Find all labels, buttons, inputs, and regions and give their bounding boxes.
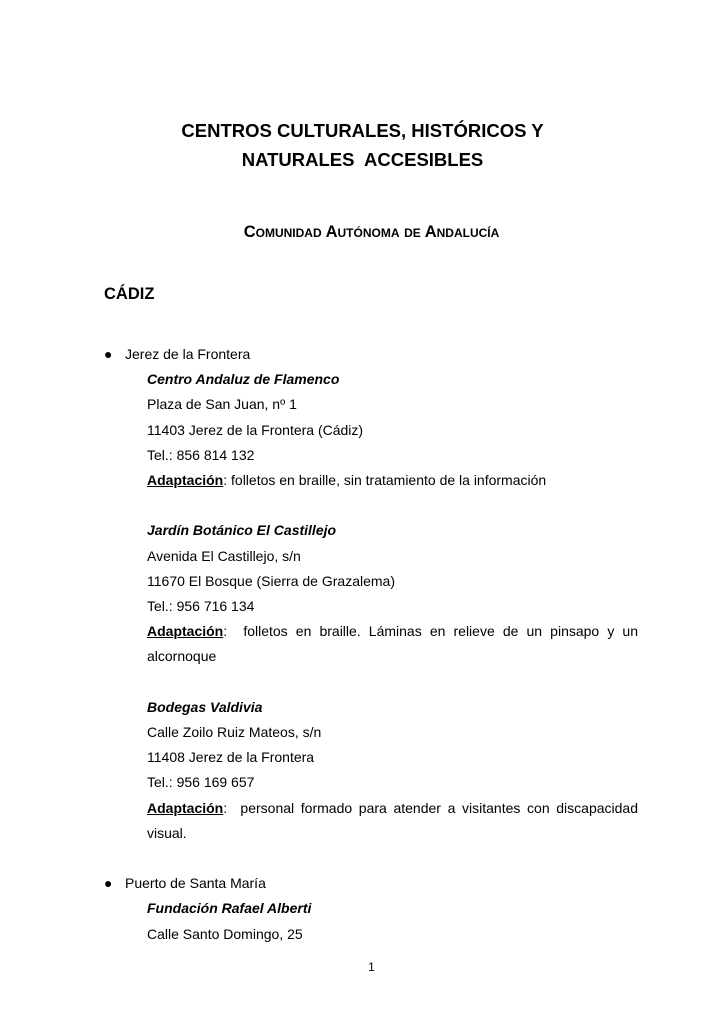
title-line-2: NATURALES ACCESIBLES	[241, 149, 484, 170]
adaptation-text: : folletos en braille, sin tratamiento de la información	[223, 472, 547, 489]
adaptation-text: : folletos en braille. Láminas en relieve de un pinsapo y un alcornoque	[147, 623, 642, 665]
region-subtitle-text: Comunidad Autónoma de Andalucía	[243, 223, 500, 241]
adaptation-label: Adaptación	[147, 623, 224, 640]
listing	[104, 342, 642, 947]
venue-adaptation	[147, 796, 642, 846]
bullet-icon: ●	[104, 875, 113, 892]
venue-name: Bodegas Valdivia	[147, 698, 263, 715]
venue-entry	[104, 695, 642, 846]
adaptation-label: Adaptación	[147, 472, 224, 489]
venue-entry	[104, 896, 638, 946]
venue-postal: 11403 Jerez de la Frontera (Cádiz)	[147, 421, 364, 438]
title-line-1: CENTROS CULTURALES, HISTÓRICOS Y	[181, 120, 544, 141]
adaptation-label: Adaptación	[147, 799, 224, 816]
adaptation-text: : personal formado para atender a visitantes con discapacidad visual.	[147, 799, 642, 841]
province-heading: CÁDIZ	[104, 285, 155, 303]
city-item	[104, 342, 638, 367]
city-item	[104, 871, 638, 896]
bullet-icon: ●	[104, 346, 113, 362]
venue-entry	[104, 518, 642, 669]
region-subtitle	[0, 220, 725, 244]
venue-postal: 11670 El Bosque (Sierra de Grazalema)	[147, 572, 395, 589]
venue-address: Calle Zoilo Ruiz Mateos, s/n	[147, 724, 322, 741]
venue-phone: Tel.: 956 716 134	[147, 598, 255, 615]
document-title	[0, 116, 725, 174]
venue-phone: Tel.: 856 814 132	[147, 446, 255, 463]
venue-adaptation	[147, 619, 642, 669]
venue-address: Avenida El Castillejo, s/n	[147, 547, 301, 564]
venue-name: Jardín Botánico El Castillejo	[147, 522, 337, 539]
venue-name: Centro Andaluz de Flamenco	[147, 371, 340, 388]
venue-postal: 11408 Jerez de la Frontera	[147, 749, 315, 766]
venue-entry	[104, 367, 638, 493]
city-name: Jerez de la Frontera	[125, 346, 251, 362]
city-name: Puerto de Santa María	[125, 875, 266, 892]
venue-name: Fundación Rafael Alberti	[147, 900, 312, 917]
venue-adaptation	[147, 468, 638, 493]
venue-phone: Tel.: 956 169 657	[147, 774, 255, 791]
venue-address: Plaza de San Juan, nº 1	[147, 396, 297, 413]
page-number: 1	[368, 960, 375, 974]
venue-address: Calle Santo Domingo, 25	[147, 925, 303, 942]
